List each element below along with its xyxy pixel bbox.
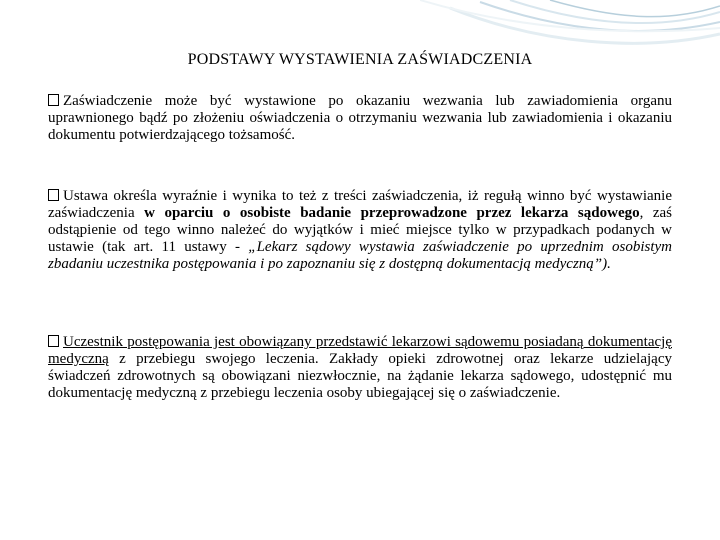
- paragraph-1-text: Zaświadczenie może być wystawione po okazaniu wezwania lub zawiadomienia organu uprawnionego bądź po złożeniu oświadczenia o otrzymaniu wezwania lub zawiadomienia i okazaniu dokumentu potwierdzającego tożsamość.: [48, 93, 672, 143]
- bullet-box-icon: [48, 189, 59, 201]
- paragraph-2: [48, 188, 672, 273]
- paragraph-2-quote: „Lekarz sądowy wystawia zaświadczenie po uprzednim osobistym zbadaniu uczestnika postępowania i po zapoznaniu się z dostępną dokumentacją medyczną”).: [48, 239, 672, 272]
- paragraph-3-underlined: Uczestnik postępowania jest obowiązany przedstawić lekarzowi sądowemu posiadaną dokumentację medyczną: [48, 334, 672, 367]
- bullet-box-icon: [48, 94, 59, 106]
- paragraph-2-text-a: Ustawa określa wyraźnie i wynika to też z treści zaświadczenia, iż regułą winno być wystawianie zaświadczenia: [48, 188, 672, 221]
- paragraph-2-bold: w oparciu o osobiste badanie przeprowadzone przez lekarza sądowego: [144, 205, 640, 221]
- paragraph-3: [48, 334, 672, 402]
- paragraph-3-text: z przebiegu swojego leczenia. Zakłady opieki zdrowotnej oraz lekarze udzielający świadczeń zdrowotnych są obowiązani niezwłocznie, na żądanie lekarza sądowego, udostępnić mu dokumentację medyczną z przebiegu leczenia osoby ubiegającej się o zaświadczenie.: [48, 351, 672, 401]
- page-title: PODSTAWY WYSTAWIENIA ZAŚWIADCZENIA: [187, 51, 533, 68]
- paragraph-2-text-b: , zaś odstąpienie od tego winno należeć do wyjątków i mieć miejsce tylko w przypadkach podanych w ustawie (tak art. 11 ustawy -: [48, 205, 673, 255]
- bullet-box-icon: [48, 335, 59, 347]
- paragraph-1: [48, 93, 672, 144]
